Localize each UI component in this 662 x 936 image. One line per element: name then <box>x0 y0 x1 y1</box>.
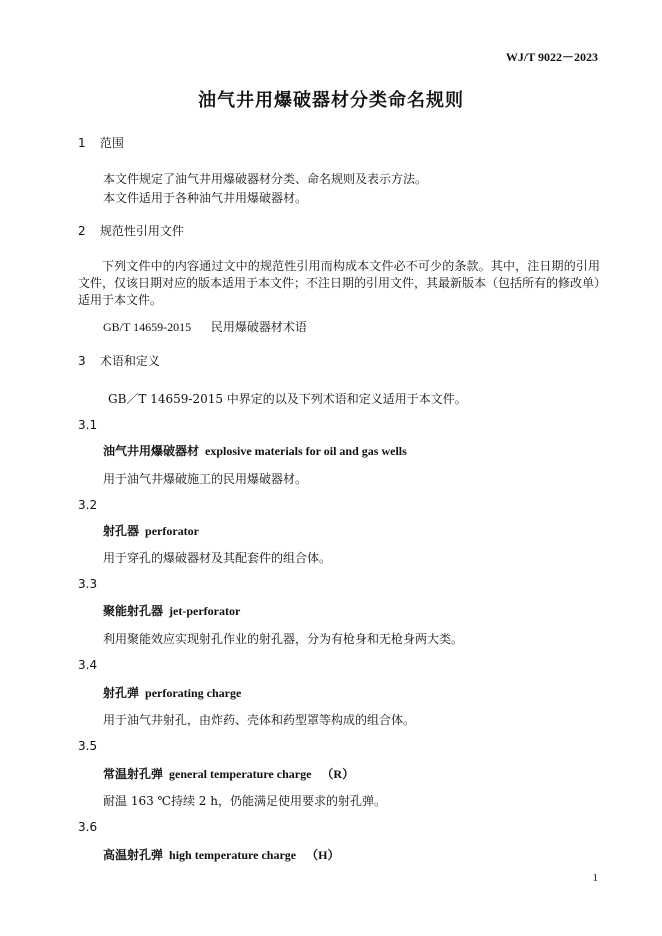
term-zh: 射孔弹 <box>103 686 140 700</box>
section-heading-scope <box>78 134 124 151</box>
paragraph: 下列文件中的内容通过文中的规范性引用而构成本文件必不可少的条款。其中，注日期的引用文件，仅该日期对应的版本适用于本文件；不注日期的引用文件，其最新版本（包括所有的修改单）适用于本文件。 <box>78 259 601 307</box>
term-en: explosive materials for oil and gas wells <box>205 444 407 458</box>
term-zh: 高温射孔弹 <box>103 848 164 862</box>
document-number: WJ/T 9022－2023 <box>505 50 598 64</box>
page-number: 1 <box>592 872 598 884</box>
term-heading <box>103 602 240 619</box>
term-en: perforating charge <box>145 686 242 700</box>
term-number: 3.3 <box>78 577 98 591</box>
term-code: （R） <box>321 767 355 781</box>
paragraph: GB／T 14659-2015 中界定的以及下列术语和定义适用于本文件。 <box>108 392 467 406</box>
paragraph: 本文件规定了油气井用爆破器材分类、命名规则及表示方法。 <box>103 172 428 186</box>
term-zh: 射孔器 <box>103 524 140 538</box>
term-heading <box>103 846 339 863</box>
section-number: 1 <box>78 136 86 150</box>
term-en: general temperature charge <box>169 767 312 781</box>
reference-entry <box>103 318 307 335</box>
reference-name: 民用爆破器材术语 <box>210 320 307 334</box>
term-definition: 用于穿孔的爆破器材及其配套件的组合体。 <box>103 551 332 565</box>
section-title: 术语和定义 <box>99 354 160 368</box>
reference-standard: GB/T 14659-2015 <box>103 320 192 334</box>
term-zh: 常温射孔弹 <box>103 767 164 781</box>
term-number: 3.5 <box>78 739 98 753</box>
term-code: （H） <box>306 848 340 862</box>
section-title: 范围 <box>99 136 124 150</box>
term-number: 3.2 <box>78 498 98 512</box>
term-zh: 聚能射孔器 <box>103 604 164 618</box>
term-definition: 用于油气井射孔，由炸药、壳体和药型罩等构成的组合体。 <box>103 713 416 727</box>
section-title: 规范性引用文件 <box>99 224 184 238</box>
term-heading <box>103 765 354 782</box>
term-heading <box>103 442 407 459</box>
page-title: 油气井用爆破器材分类命名规则 <box>198 90 464 111</box>
term-number: 3.6 <box>78 820 98 834</box>
section-heading-normative-references <box>78 222 184 239</box>
term-number: 3.1 <box>78 418 98 432</box>
term-definition: 利用聚能效应实现射孔作业的射孔器，分为有枪身和无枪身两大类。 <box>103 632 464 646</box>
term-en: high temperature charge <box>169 848 297 862</box>
term-heading <box>103 522 199 539</box>
term-en: perforator <box>145 524 199 538</box>
section-number: 2 <box>78 224 86 238</box>
term-number: 3.4 <box>78 658 98 672</box>
section-heading-terms-and-definitions <box>78 352 160 369</box>
term-zh: 油气井用爆破器材 <box>103 444 200 458</box>
term-heading <box>103 684 241 701</box>
paragraph: 本文件适用于各种油气井用爆破器材。 <box>103 191 308 205</box>
term-definition: 耐温 163 ℃持续 2 h，仍能满足使用要求的射孔弹。 <box>103 794 386 808</box>
term-en: jet-perforator <box>169 604 241 618</box>
section-number: 3 <box>78 354 86 368</box>
term-definition: 用于油气井爆破施工的民用爆破器材。 <box>103 472 308 486</box>
